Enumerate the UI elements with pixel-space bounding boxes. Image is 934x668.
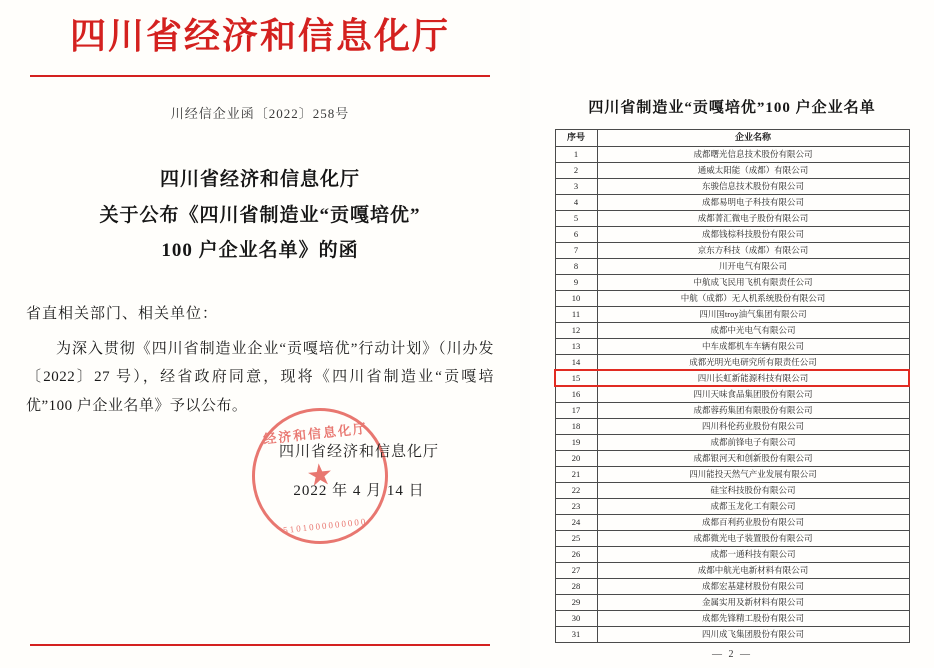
cell-index: 18 [555,419,597,435]
cell-enterprise-name: 中航（成都）无人机系统股份有限公司 [597,291,909,307]
cell-enterprise-name: 成都前锋电子有限公司 [597,435,909,451]
cell-index: 17 [555,403,597,419]
cell-enterprise-name: 四川国troy油气集团有限公司 [597,307,909,323]
cell-enterprise-name: 四川能投天然气产业发展有限公司 [597,467,909,483]
cell-enterprise-name: 四川科伦药业股份有限公司 [597,419,909,435]
cell-index: 31 [555,627,597,643]
cell-enterprise-name: 中航成飞民用飞机有限责任公司 [597,275,909,291]
table-row [555,339,909,355]
cell-enterprise-name: 成都蓉药集团有限股份有限公司 [597,403,909,419]
table-row [555,227,909,243]
seal-bottom-text: 5101000000000 [282,516,368,536]
cell-index: 22 [555,483,597,499]
cell-enterprise-name: 成都中航光电新材料有限公司 [597,563,909,579]
cell-enterprise-name: 成都一通科技有限公司 [597,547,909,563]
table-row [555,355,909,371]
table-row [555,371,909,387]
table-row [555,563,909,579]
cell-enterprise-name: 四川天味食品集团股份有限公司 [597,387,909,403]
cell-index: 23 [555,499,597,515]
cell-enterprise-name: 通威太阳能（成都）有限公司 [597,163,909,179]
cell-enterprise-name: 川开电气有限公司 [597,259,909,275]
cell-index: 7 [555,243,597,259]
cell-index: 14 [555,355,597,371]
cell-index: 24 [555,515,597,531]
cell-index: 9 [555,275,597,291]
signature-date: 2022 年 4 月 14 日 [293,483,425,499]
table-row [555,179,909,195]
letter-title-line-1: 四川省经济和信息化厅 [159,169,360,191]
cell-index: 21 [555,467,597,483]
document-number: 川经信企业函〔2022〕258号 [170,106,350,122]
table-row [555,403,909,419]
cell-index: 16 [555,387,597,403]
cell-index: 11 [555,307,597,323]
table-row [555,387,909,403]
cell-index: 6 [555,227,597,243]
table-header-row [555,130,909,147]
issuing-authority-title: 四川省经济和信息化厅 [69,15,450,57]
table-row [555,483,909,499]
table-row [555,627,909,643]
column-header-index: 序号 [555,130,597,147]
letter-header [0,0,520,57]
cell-enterprise-name: 成都曙光信息技术股份有限公司 [597,147,909,163]
table-row [555,595,909,611]
cell-enterprise-name: 京东方科技（成都）有限公司 [597,243,909,259]
table-row [555,259,909,275]
signature-block [244,440,474,500]
table-row [555,499,909,515]
table-row [555,515,909,531]
table-row [555,323,909,339]
table-row [555,611,909,627]
cell-enterprise-name: 成都银河天和创新股份有限公司 [597,451,909,467]
cell-index: 13 [555,339,597,355]
cell-enterprise-name: 成都光明光电研究所有限责任公司 [597,355,909,371]
cell-enterprise-name: 四川成飞集团股份有限公司 [597,627,909,643]
table-row [555,163,909,179]
table-row [555,291,909,307]
cell-enterprise-name: 东骏信息技术股份有限公司 [597,179,909,195]
cell-enterprise-name: 成都微光电子装置股份有限公司 [597,531,909,547]
cell-enterprise-name: 中车成都机车车辆有限公司 [597,339,909,355]
footer-red-rule [30,644,490,646]
table-row [555,467,909,483]
cell-enterprise-name: 成都先锋精工股份有限公司 [597,611,909,627]
cell-index: 5 [555,211,597,227]
cell-index: 29 [555,595,597,611]
enterprise-list-page [530,0,934,668]
cell-enterprise-name: 成都玉龙化工有限公司 [597,499,909,515]
table-row [555,579,909,595]
cell-index: 4 [555,195,597,211]
table-row [555,275,909,291]
cell-index: 28 [555,579,597,595]
table-row [555,531,909,547]
cell-index: 20 [555,451,597,467]
cell-index: 25 [555,531,597,547]
letter-body-paragraph: 为深入贯彻《四川省制造业企业“贡嘎培优”行动计划》（川办发〔2022〕27 号），经省政府同意，现将《四川省制造业“贡嘎培优”100 户企业名单》予以公布。 [26,340,494,414]
table-row [555,451,909,467]
letter-title-line-3: 100 户企业名单》的函 [161,239,359,261]
cell-index: 15 [555,371,597,387]
cell-enterprise-name: 成都中光电气有限公司 [597,323,909,339]
cell-enterprise-name: 成都易明电子科技有限公司 [597,195,909,211]
cell-index: 30 [555,611,597,627]
list-title: 四川省制造业“贡嘎培优”100 户企业名单 [588,100,876,116]
cell-index: 2 [555,163,597,179]
page-number-footer: — 2 — [712,649,752,660]
cell-enterprise-name: 成都宏基建材股份有限公司 [597,579,909,595]
cell-enterprise-name: 四川长虹新能源科技有限公司 [597,371,909,387]
table-row [555,211,909,227]
signature-organization: 四川省经济和信息化厅 [278,444,439,460]
cell-index: 8 [555,259,597,275]
letter-title-line-2: 关于公布《四川省制造业“贡嘎培优” [99,204,421,226]
enterprise-table [555,129,910,643]
cell-index: 3 [555,179,597,195]
seal-top-text: 经济和信息化厅 [262,420,369,447]
cell-enterprise-name: 成都菁汇微电子股份有限公司 [597,211,909,227]
cell-enterprise-name: 硅宝科技股份有限公司 [597,483,909,499]
column-header-name: 企业名称 [597,130,909,147]
cell-index: 10 [555,291,597,307]
table-row [555,419,909,435]
cell-index: 12 [555,323,597,339]
cell-enterprise-name: 成都百利药业股份有限公司 [597,515,909,531]
cell-index: 27 [555,563,597,579]
table-row [555,147,909,163]
cell-index: 26 [555,547,597,563]
cell-enterprise-name: 金属实用及新材料有限公司 [597,595,909,611]
letter-salutation: 省直相关部门、相关单位： [26,305,219,322]
header-red-rule [30,75,490,77]
table-row [555,243,909,259]
table-row [555,435,909,451]
table-row [555,547,909,563]
table-body [555,147,909,643]
seal-star-icon: ★ [304,457,336,494]
table-row [555,195,909,211]
cell-enterprise-name: 成都钱棕科技股份有限公司 [597,227,909,243]
letter-title [0,162,520,267]
cell-index: 19 [555,435,597,451]
cell-index: 1 [555,147,597,163]
table-row [555,307,909,323]
